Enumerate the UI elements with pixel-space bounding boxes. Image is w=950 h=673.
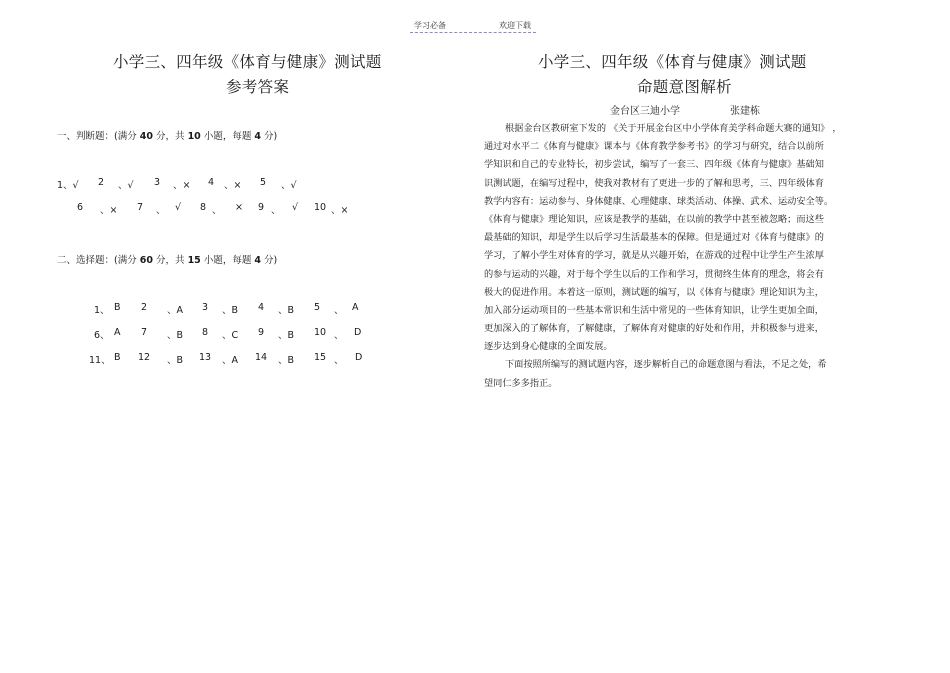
answer-cell: × [235, 202, 243, 213]
answer-cell: 3 [154, 177, 161, 188]
answer-cell: 、B [167, 330, 184, 341]
answer-cell: 、 [156, 205, 166, 216]
paragraph-line: 根据金台区教研室下发的 《关于开展金台区中小学体育美学科命题大赛的通知》 ， [505, 123, 842, 134]
answer-cell: 、× [100, 205, 118, 216]
answer-cell: 、 [271, 205, 281, 216]
answer-cell: 5 [314, 302, 321, 313]
answer-cell: 2 [141, 302, 148, 313]
answer-cell: 8 [200, 202, 207, 213]
answer-cell: 、× [173, 180, 191, 191]
section2-heading: 二、选择题：(满分 60 分，共 15 小题，每题 4 分) [57, 255, 278, 266]
left-subtitle: 参考答案 [226, 78, 290, 96]
answer-cell: √ [175, 202, 182, 213]
answer-cell: 9 [258, 202, 265, 213]
paragraph-line: 极大的促进作用。本着这一原则，测试题的编写，以《体育与健康》理论知识为主， [484, 286, 824, 298]
paragraph-line: 教学内容有：运动参与、身体健康、心理健康、球类活动、体操、武术、运动安全等。 [484, 195, 834, 207]
answer-cell: 12 [138, 352, 151, 363]
answer-cell: 10 [314, 327, 327, 338]
answer-cell: A [114, 327, 121, 338]
answer-cell: 、× [224, 180, 242, 191]
answer-cell: 、A [167, 305, 183, 316]
answer-cell: B [114, 352, 121, 363]
answer-cell: 8 [202, 327, 209, 338]
section1-heading: 一、判断题：(满分 40 分，共 10 小题，每题 4 分) [57, 131, 278, 142]
answer-cell: 14 [255, 352, 268, 363]
paragraph-line: 通过对水平二《体育与健康》课本与《体育教学参考书》的学习与研究，结合以前所 [484, 141, 824, 153]
answer-cell: 3 [202, 302, 209, 313]
answer-cell: 7 [141, 327, 148, 338]
answer-cell: B [114, 302, 121, 313]
author-name: 张建栋 [730, 106, 760, 117]
answer-cell: 、B [278, 305, 295, 316]
answer-cell: 9 [258, 327, 265, 338]
answer-cell: A [352, 302, 359, 313]
intro-paragraph [484, 120, 874, 393]
answer-cell: 、 [334, 355, 344, 366]
answer-cell: 1、 [94, 305, 110, 316]
answer-cell: 、B [278, 330, 295, 341]
answer-cell: D [355, 352, 363, 363]
paragraph-line: 下面按照所编写的测试题内容，逐步解析自己的命题意图与看法，不足之处，希 [505, 359, 827, 371]
paragraph-line: 的参与运动的兴趣，对于每个学生以后的工作和学习，贯彻终生体育的理念，将会有 [484, 268, 824, 280]
right-subtitle: 命题意图解析 [637, 78, 732, 96]
tf-answers-row1 [0, 177, 460, 191]
mc-answers-row1 [0, 302, 460, 316]
answer-cell: 、 [212, 205, 222, 216]
answer-cell: 15 [314, 352, 327, 363]
paragraph-line: 识测试题，在编写过程中，使我对教材有了更进一步的了解和思考，三、四年级体育 [484, 177, 824, 189]
answer-cell: 、B [167, 355, 184, 366]
paragraph-line: 学习，了解小学生对体育的学习，就是从兴趣开始，在游戏的过程中让学生产生浓厚 [484, 250, 824, 262]
paragraph-line: 更加深入的了解体育，了解健康，了解体育对健康的好处和作用，并积极参与进来， [484, 323, 824, 335]
mc-answers-row2 [0, 327, 460, 341]
answer-cell: 4 [208, 177, 215, 188]
answer-cell: 2 [98, 177, 105, 188]
mc-answers-row3 [0, 352, 460, 366]
answer-cell: √ [292, 202, 299, 213]
answer-cell: 10 [314, 202, 327, 213]
answer-cell: 、√ [118, 180, 134, 191]
answer-cell: 、 [334, 305, 344, 316]
right-title: 小学三、四年级《体育与健康》测试题 [538, 53, 807, 71]
answer-cell: 、A [222, 355, 238, 366]
left-title: 小学三、四年级《体育与健康》测试题 [113, 53, 382, 71]
answer-cell: 13 [199, 352, 212, 363]
answer-cell: 、B [222, 305, 239, 316]
paragraph-line: 逐步达到身心健康的全面发展。 [484, 341, 613, 353]
paragraph-line: 加入部分运动项目的一些基本常识和生活中常见的一些体育知识，让学生更加全面， [484, 304, 824, 316]
paragraph-line: 望同仁多多指正。 [484, 377, 558, 389]
tf-answers-row2 [0, 202, 460, 216]
paragraph-line: 学知识和自己的专业特长，初步尝试，编写了一套三、四年级《体育与健康》基础知 [484, 159, 824, 171]
header-divider [410, 32, 536, 33]
answer-cell: 、 [334, 330, 344, 341]
header-left-text: 学习必备 [414, 21, 446, 30]
header-right-text: 欢迎下载 [499, 21, 531, 30]
author-school: 金台区三迪小学 [610, 106, 680, 117]
answer-cell: 、× [331, 205, 349, 216]
answer-cell: 7 [137, 202, 144, 213]
answer-cell: 、B [278, 355, 295, 366]
answer-cell: 、C [222, 330, 239, 341]
answer-cell: 6 [77, 202, 84, 213]
answer-cell: 5 [260, 177, 267, 188]
paragraph-line: 《体育与健康》理论知识，应该是教学的基础，在以前的教学中甚至被忽略；而这些 [484, 213, 824, 225]
answer-cell: 、√ [281, 180, 297, 191]
answer-cell: 6、 [94, 330, 110, 341]
paragraph-line: 最基础的知识，却是学生以后学习生活最基本的保障。但是通过对《体育与健康》的 [484, 232, 824, 244]
answer-cell: 1、√ [57, 180, 79, 191]
answer-cell: 4 [258, 302, 265, 313]
answer-cell: D [354, 327, 362, 338]
answer-cell: 11、 [89, 355, 111, 366]
